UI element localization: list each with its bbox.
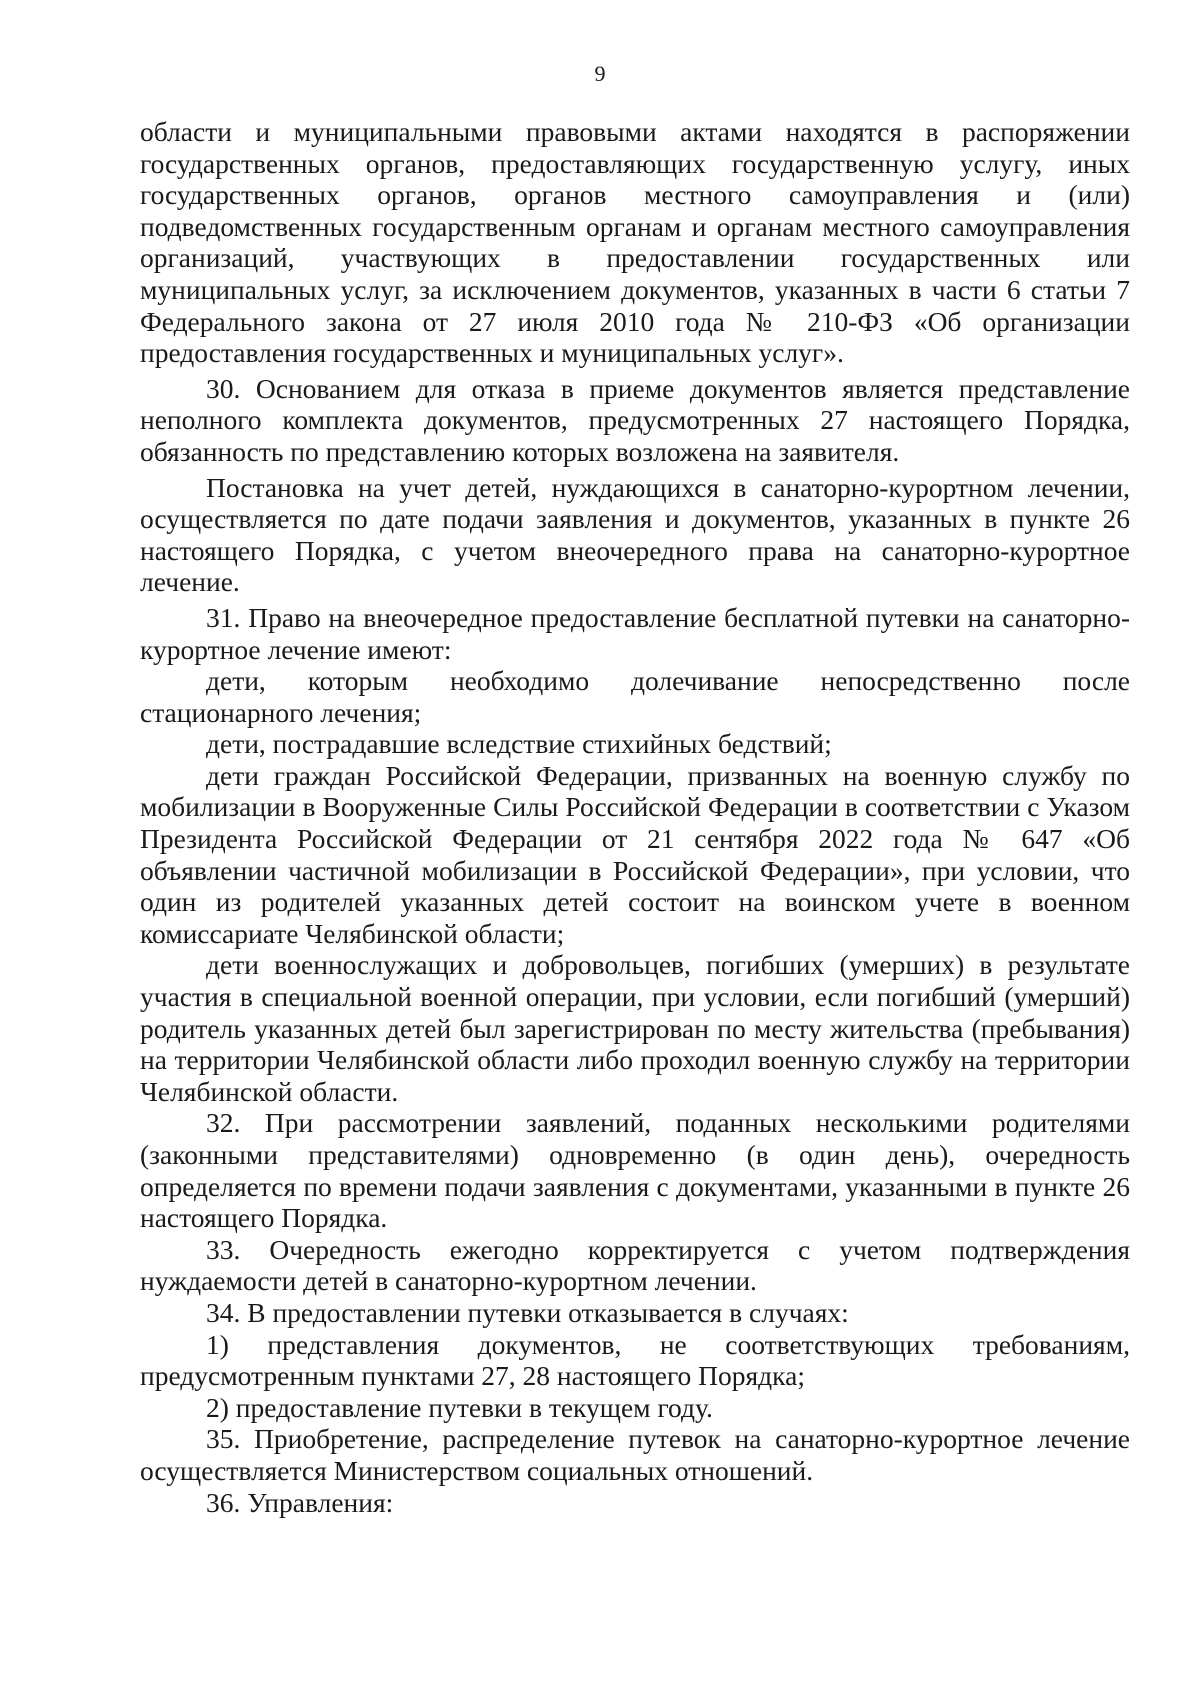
- paragraph-33: 33. Очередность ежегодно корректируется с учетом подтверждения нуждаемости детей в санаторно-курортном лечении.: [140, 1233, 1130, 1297]
- page-number: 9: [594, 61, 606, 86]
- paragraph-31: 31. Право на внеочередное предоставление бесплатной путевки на санаторно-курортное лечение имеют:: [140, 601, 1130, 665]
- paragraph-35: 35. Приобретение, распределение путевок на санаторно-курортное лечение осуществляется Министерством социальных отношений.: [140, 1423, 1130, 1486]
- list-item-disasters: дети, пострадавшие вследствие стихийных бедствий;: [206, 728, 832, 760]
- list-item-servicemen: дети военнослужащих и добровольцев, погибших (умерших) в результате участия в специальной военной операции, при условии, если погибший (умерший) родитель указанных детей был зарегистрирован по месту жительства (пребывания) на территории Челябинской области либо проходил военную службу на территории Челябинской области.: [140, 949, 1130, 1107]
- paragraph-32: 32. При рассмотрении заявлений, поданных несколькими родителями (законными представителями) одновременно (в один день), очередность определяется по времени подачи заявления с документами, указанными в пункте 26 настоящего Порядка.: [140, 1107, 1130, 1234]
- list-item-mobilized: дети граждан Российской Федерации, призванных на военную службу по мобилизации в Вооруженные Силы Российской Федерации в соответствии с Указом Президента Российской Федерации от 21 сентября 2022 года № 647 «Об объявлении частичной мобилизации в Российской Федерации», при условии, что один из родителей указанных детей состоит на воинском учете в военном комиссариате Челябинской области;: [140, 759, 1130, 949]
- paragraph-36: 36. Управления:: [206, 1486, 394, 1518]
- paragraph-continuation: области и муниципальными правовыми актами находятся в распоряжении государственных органов, предоставляющих государственную услугу, иных государственных органов, органов местного самоуправления и (или) подведомственных государственным органам и органам местного самоуправления организаций, участвующих в предоставлении государственных или муниципальных услуг, за исключением документов, указанных в части 6 статьи 7 Федерального закона от 27 июля 2010 года № 210-ФЗ «Об организации предоставления государственных и муниципальных услуг».: [140, 116, 1130, 369]
- list-item-aftercare: дети, которым необходимо долечивание непосредственно после стационарного лечения;: [140, 665, 1130, 728]
- list-item-2: 2) предоставление путевки в текущем году.: [206, 1391, 713, 1423]
- document-body: [140, 116, 1130, 1518]
- list-item-1: 1) представления документов, не соответствующих требованиям, предусмотренным пунктами 27, 28 настоящего Порядка;: [140, 1328, 1130, 1392]
- paragraph-registration: Постановка на учет детей, нуждающихся в санаторно-курортном лечении, осуществляется по дате подачи заявления и документов, указанных в пункте 26 настоящего Порядка, с учетом внеочередного права на санаторно-курортное лечение.: [140, 471, 1130, 598]
- paragraph-30: 30. Основанием для отказа в приеме документов является представление неполного комплекта документов, предусмотренных 27 настоящего Порядка, обязанность по представлению которых возложена на заявителя.: [140, 372, 1130, 467]
- paragraph-34: 34. В предоставлении путевки отказывается в случаях:: [206, 1296, 849, 1328]
